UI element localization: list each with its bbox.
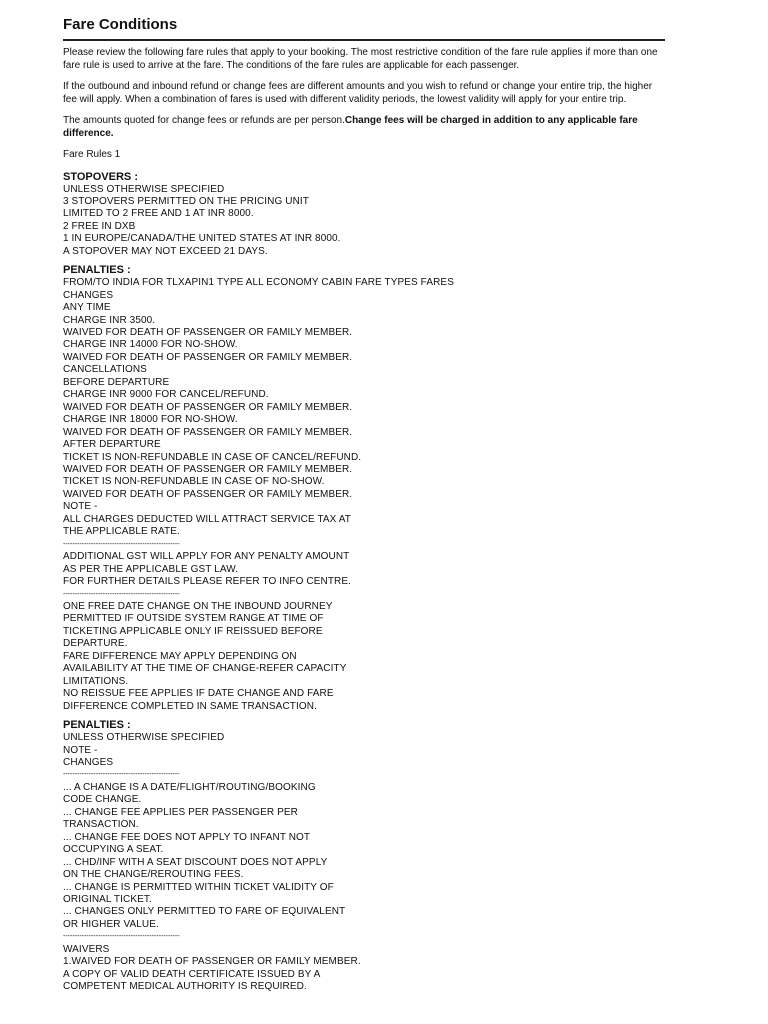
separator-line: -------------------------------------------------- bbox=[63, 590, 180, 598]
rule-lines bbox=[63, 277, 665, 713]
rule-line: COMPETENT MEDICAL AUTHORITY IS REQUIRED. bbox=[63, 981, 307, 993]
rule-line: LIMITATIONS. bbox=[63, 675, 129, 687]
rule-line: THE APPLICABLE RATE. bbox=[63, 526, 180, 538]
rule-line: CHANGES bbox=[63, 756, 114, 768]
intro-paragraph-2: If the outbound and inbound refund or change fees are different amounts and you wish to refund or change your entire trip, the higher fee will apply. When a combination of fares is used with different validity periods, the lowest validity will apply for your entire trip. bbox=[63, 81, 653, 105]
rule-line: TICKETING APPLICABLE ONLY IF REISSUED BEFORE bbox=[63, 625, 323, 637]
rule-line: A COPY OF VALID DEATH CERTIFICATE ISSUED BY A bbox=[63, 968, 321, 980]
rule-line: WAIVED FOR DEATH OF PASSENGER OR FAMILY MEMBER. bbox=[63, 464, 353, 476]
rule-line: CHARGE INR 14000 FOR NO-SHOW. bbox=[63, 339, 238, 351]
rule-lines bbox=[63, 184, 665, 259]
separator-line: -------------------------------------------------- bbox=[63, 771, 180, 779]
section-heading: PENALTIES : bbox=[63, 264, 131, 277]
separator-line: -------------------------------------------------- bbox=[63, 933, 180, 941]
rule-line: NOTE - bbox=[63, 501, 98, 513]
rule-line: ... CHANGE IS PERMITTED WITHIN TICKET VALIDITY OF bbox=[63, 881, 334, 893]
rule-lines bbox=[63, 732, 665, 994]
rule-line: ... CHANGE FEE DOES NOT APPLY TO INFANT NOT bbox=[63, 831, 311, 843]
rule-line: ADDITIONAL GST WILL APPLY FOR ANY PENALTY AMOUNT bbox=[63, 551, 350, 563]
change-fee-note: Change fees will be charged in addition to any applicable fare difference. bbox=[63, 115, 638, 139]
rule-line: TRANSACTION. bbox=[63, 819, 139, 831]
rule-line: UNLESS OTHERWISE SPECIFIED bbox=[63, 732, 225, 744]
fare-rules-label: Fare Rules 1 bbox=[63, 149, 121, 160]
rule-line: PERMITTED IF OUTSIDE SYSTEM RANGE AT TIME OF bbox=[63, 613, 324, 625]
rule-line: DEPARTURE. bbox=[63, 638, 128, 650]
rule-line: NO REISSUE FEE APPLIES IF DATE CHANGE AND FARE bbox=[63, 688, 334, 700]
rule-line: AVAILABILITY AT THE TIME OF CHANGE-REFER CAPACITY bbox=[63, 663, 347, 675]
intro-paragraph-3 bbox=[63, 115, 665, 140]
rule-line: ... A CHANGE IS A DATE/FLIGHT/ROUTING/BOOKING bbox=[63, 781, 316, 793]
rule-line: CANCELLATIONS bbox=[63, 364, 147, 376]
rule-line: FROM/TO INDIA FOR TLXAPIN1 TYPE ALL ECONOMY CABIN FARE TYPES FARES bbox=[63, 277, 454, 289]
rule-line: ... CHD/INF WITH A SEAT DISCOUNT DOES NOT APPLY bbox=[63, 856, 328, 868]
rule-line: TICKET IS NON-REFUNDABLE IN CASE OF CANCEL/REFUND. bbox=[63, 451, 362, 463]
rule-line: FOR FURTHER DETAILS PLEASE REFER TO INFO CENTRE. bbox=[63, 576, 351, 588]
rule-line: WAIVERS bbox=[63, 943, 110, 955]
rule-line: CODE CHANGE. bbox=[63, 794, 142, 806]
rule-line: A STOPOVER MAY NOT EXCEED 21 DAYS. bbox=[63, 245, 268, 257]
rule-line: 1 IN EUROPE/CANADA/THE UNITED STATES AT INR 8000. bbox=[63, 233, 341, 245]
rule-line: 3 STOPOVERS PERMITTED ON THE PRICING UNIT bbox=[63, 195, 309, 207]
rule-line: AFTER DEPARTURE bbox=[63, 439, 161, 451]
rule-line: ALL CHARGES DEDUCTED WILL ATTRACT SERVICE TAX AT bbox=[63, 513, 352, 525]
rule-line: CHARGE INR 18000 FOR NO-SHOW. bbox=[63, 414, 238, 426]
rule-line: WAIVED FOR DEATH OF PASSENGER OR FAMILY MEMBER. bbox=[63, 401, 353, 413]
page-title: Fare Conditions bbox=[63, 16, 178, 33]
rule-line: ... CHANGES ONLY PERMITTED TO FARE OF EQUIVALENT bbox=[63, 906, 346, 918]
rule-line: CHARGE INR 3500. bbox=[63, 314, 156, 326]
rule-line: 2 FREE IN DXB bbox=[63, 220, 136, 232]
rule-line: CHANGES bbox=[63, 289, 114, 301]
fare-rule-sections bbox=[63, 171, 665, 994]
rule-line: TICKET IS NON-REFUNDABLE IN CASE OF NO-SHOW. bbox=[63, 476, 325, 488]
rule-line: OR HIGHER VALUE. bbox=[63, 918, 159, 930]
rule-line: WAIVED FOR DEATH OF PASSENGER OR FAMILY MEMBER. bbox=[63, 426, 353, 438]
title-divider bbox=[63, 39, 665, 41]
rule-line: ORIGINAL TICKET. bbox=[63, 893, 152, 905]
per-person-note: The amounts quoted for change fees or refunds are per person. bbox=[63, 115, 345, 126]
rule-line: ANY TIME bbox=[63, 302, 111, 314]
intro-paragraph-1: Please review the following fare rules that apply to your booking. The most restrictive condition of the fare rule applies if more than one fare rule is used to arrive at the fare. The conditions of the fare rules are applicable for each passenger. bbox=[63, 47, 658, 71]
rule-line: CHARGE INR 9000 FOR CANCEL/REFUND. bbox=[63, 389, 269, 401]
separator-line: -------------------------------------------------- bbox=[63, 540, 180, 548]
rule-line: WAIVED FOR DEATH OF PASSENGER OR FAMILY MEMBER. bbox=[63, 351, 353, 363]
rule-line: AS PER THE APPLICABLE GST LAW. bbox=[63, 563, 239, 575]
rule-line: FARE DIFFERENCE MAY APPLY DEPENDING ON bbox=[63, 650, 297, 662]
section-heading: STOPOVERS : bbox=[63, 170, 138, 183]
rule-line: NOTE - bbox=[63, 744, 98, 756]
rule-line: ... CHANGE FEE APPLIES PER PASSENGER PER bbox=[63, 806, 298, 818]
rule-line: LIMITED TO 2 FREE AND 1 AT INR 8000. bbox=[63, 208, 254, 220]
rule-line: ONE FREE DATE CHANGE ON THE INBOUND JOURNEY bbox=[63, 601, 333, 612]
rule-line: OCCUPYING A SEAT. bbox=[63, 844, 164, 856]
rule-line: BEFORE DEPARTURE bbox=[63, 376, 170, 388]
section-heading: PENALTIES : bbox=[63, 719, 131, 732]
rule-line: 1.WAIVED FOR DEATH OF PASSENGER OR FAMILY MEMBER. bbox=[63, 956, 361, 968]
rule-line: WAIVED FOR DEATH OF PASSENGER OR FAMILY MEMBER. bbox=[63, 327, 353, 339]
rule-line: ON THE CHANGE/REROUTING FEES. bbox=[63, 869, 244, 881]
rule-line: WAIVED FOR DEATH OF PASSENGER OR FAMILY MEMBER. bbox=[63, 488, 353, 500]
rule-line: DIFFERENCE COMPLETED IN SAME TRANSACTION. bbox=[63, 700, 317, 712]
rule-line: UNLESS OTHERWISE SPECIFIED bbox=[63, 183, 225, 195]
